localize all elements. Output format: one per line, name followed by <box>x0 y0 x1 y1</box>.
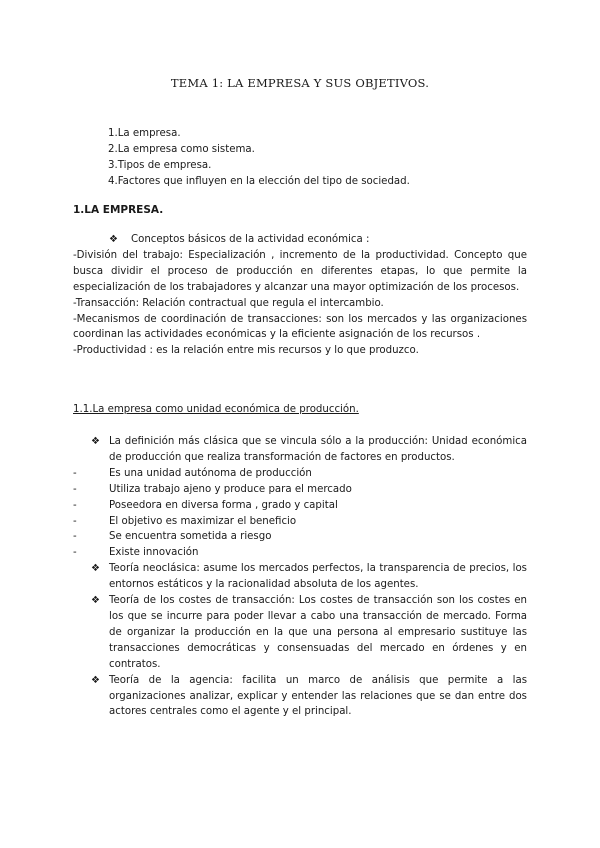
bullet-text: Teoría de la agencia: facilita un marco de análisis que permite a las organizaciones analizar, explicar y entender las relaciones que se dan entre dos actores centrales como el agente y el principal. <box>109 674 527 718</box>
dash-text: Poseedora en diversa forma , grado y capital <box>109 499 338 511</box>
bullet-item <box>73 673 527 721</box>
section1-body <box>73 232 527 359</box>
dash-item <box>73 482 527 498</box>
bullet-text: Conceptos básicos de la actividad económica : <box>131 234 370 245</box>
section-heading: 1.LA EMPRESA. <box>73 204 164 216</box>
dash-bullet-icon: - <box>73 515 77 527</box>
dash-text: Existe innovación <box>109 547 199 559</box>
paragraph: -División del trabajo: Especialización , incremento de la productividad. Concepto que busca dividir el proceso de producción en diferentes etapas, lo que permite la especialización de los trabajadores y alcanzar una mayor optimización de los procesos. <box>73 249 527 293</box>
diamond-bullet-icon: ❖ <box>91 674 100 686</box>
diamond-bullet-icon: ❖ <box>91 595 100 607</box>
toc-item: 1.La empresa. <box>108 128 181 139</box>
dash-bullet-icon: - <box>73 547 77 559</box>
toc-item: 3.Tipos de empresa. <box>108 160 212 171</box>
diamond-bullet-icon: ❖ <box>91 563 100 575</box>
bullet-item <box>73 232 527 248</box>
dash-item <box>73 498 527 514</box>
dash-bullet-icon: - <box>73 499 77 511</box>
dash-item <box>73 514 527 530</box>
dash-item <box>73 466 527 482</box>
bullet-item <box>73 561 527 593</box>
toc-item: 2.La empresa como sistema. <box>108 144 255 155</box>
table-of-contents <box>108 126 410 190</box>
document-title: TEMA 1: LA EMPRESA Y SUS OBJETIVOS. <box>170 76 430 90</box>
dash-text: Se encuentra sometida a riesgo <box>109 531 272 543</box>
dash-text: El objetivo es maximizar el beneficio <box>109 515 297 527</box>
bullet-text: Teoría de los costes de transacción: Los costes de transacción son los costes en los que se incurre para poder llevar a cabo una transacción de mercado. Forma de organizar la producción en la que una persona al empresario sustituye las transacciones democráticas y consensuadas del mercado en órdenes y en contratos. <box>109 595 527 670</box>
dash-item <box>73 529 527 545</box>
dash-bullet-icon: - <box>73 531 77 543</box>
dash-text: Utiliza trabajo ajeno y produce para el mercado <box>109 483 352 495</box>
subsection-heading: 1.1.La empresa como unidad económica de producción. <box>73 404 359 415</box>
dash-bullet-icon: - <box>73 483 77 495</box>
dash-item <box>73 545 527 561</box>
dash-bullet-icon: - <box>73 467 77 479</box>
paragraph: -Productividad : es la relación entre mis recursos y lo que produzco. <box>73 345 419 357</box>
paragraph: -Mecanismos de coordinación de transacciones: son los mercados y las organizaciones coordinan las actividades económicas y la eficiente asignación de los recursos . <box>73 313 527 341</box>
bullet-text: Teoría neoclásica: asume los mercados perfectos, la transparencia de precios, los entornos estáticos y la racionalidad absoluta de los agentes. <box>109 563 527 591</box>
section11-body <box>73 434 527 720</box>
dash-text: Es una unidad autónoma de producción <box>109 467 312 479</box>
diamond-bullet-icon: ❖ <box>109 234 118 245</box>
bullet-text: La definición más clásica que se vincula sólo a la producción: Unidad económica de producción que realiza transformación de factores en productos. <box>109 436 527 463</box>
toc-item: 4.Factores que influyen en la elección del tipo de sociedad. <box>108 176 410 187</box>
paragraph: -Transacción: Relación contractual que regula el intercambio. <box>73 297 384 309</box>
diamond-bullet-icon: ❖ <box>91 436 100 447</box>
bullet-item <box>73 434 527 466</box>
bullet-item <box>73 593 527 673</box>
